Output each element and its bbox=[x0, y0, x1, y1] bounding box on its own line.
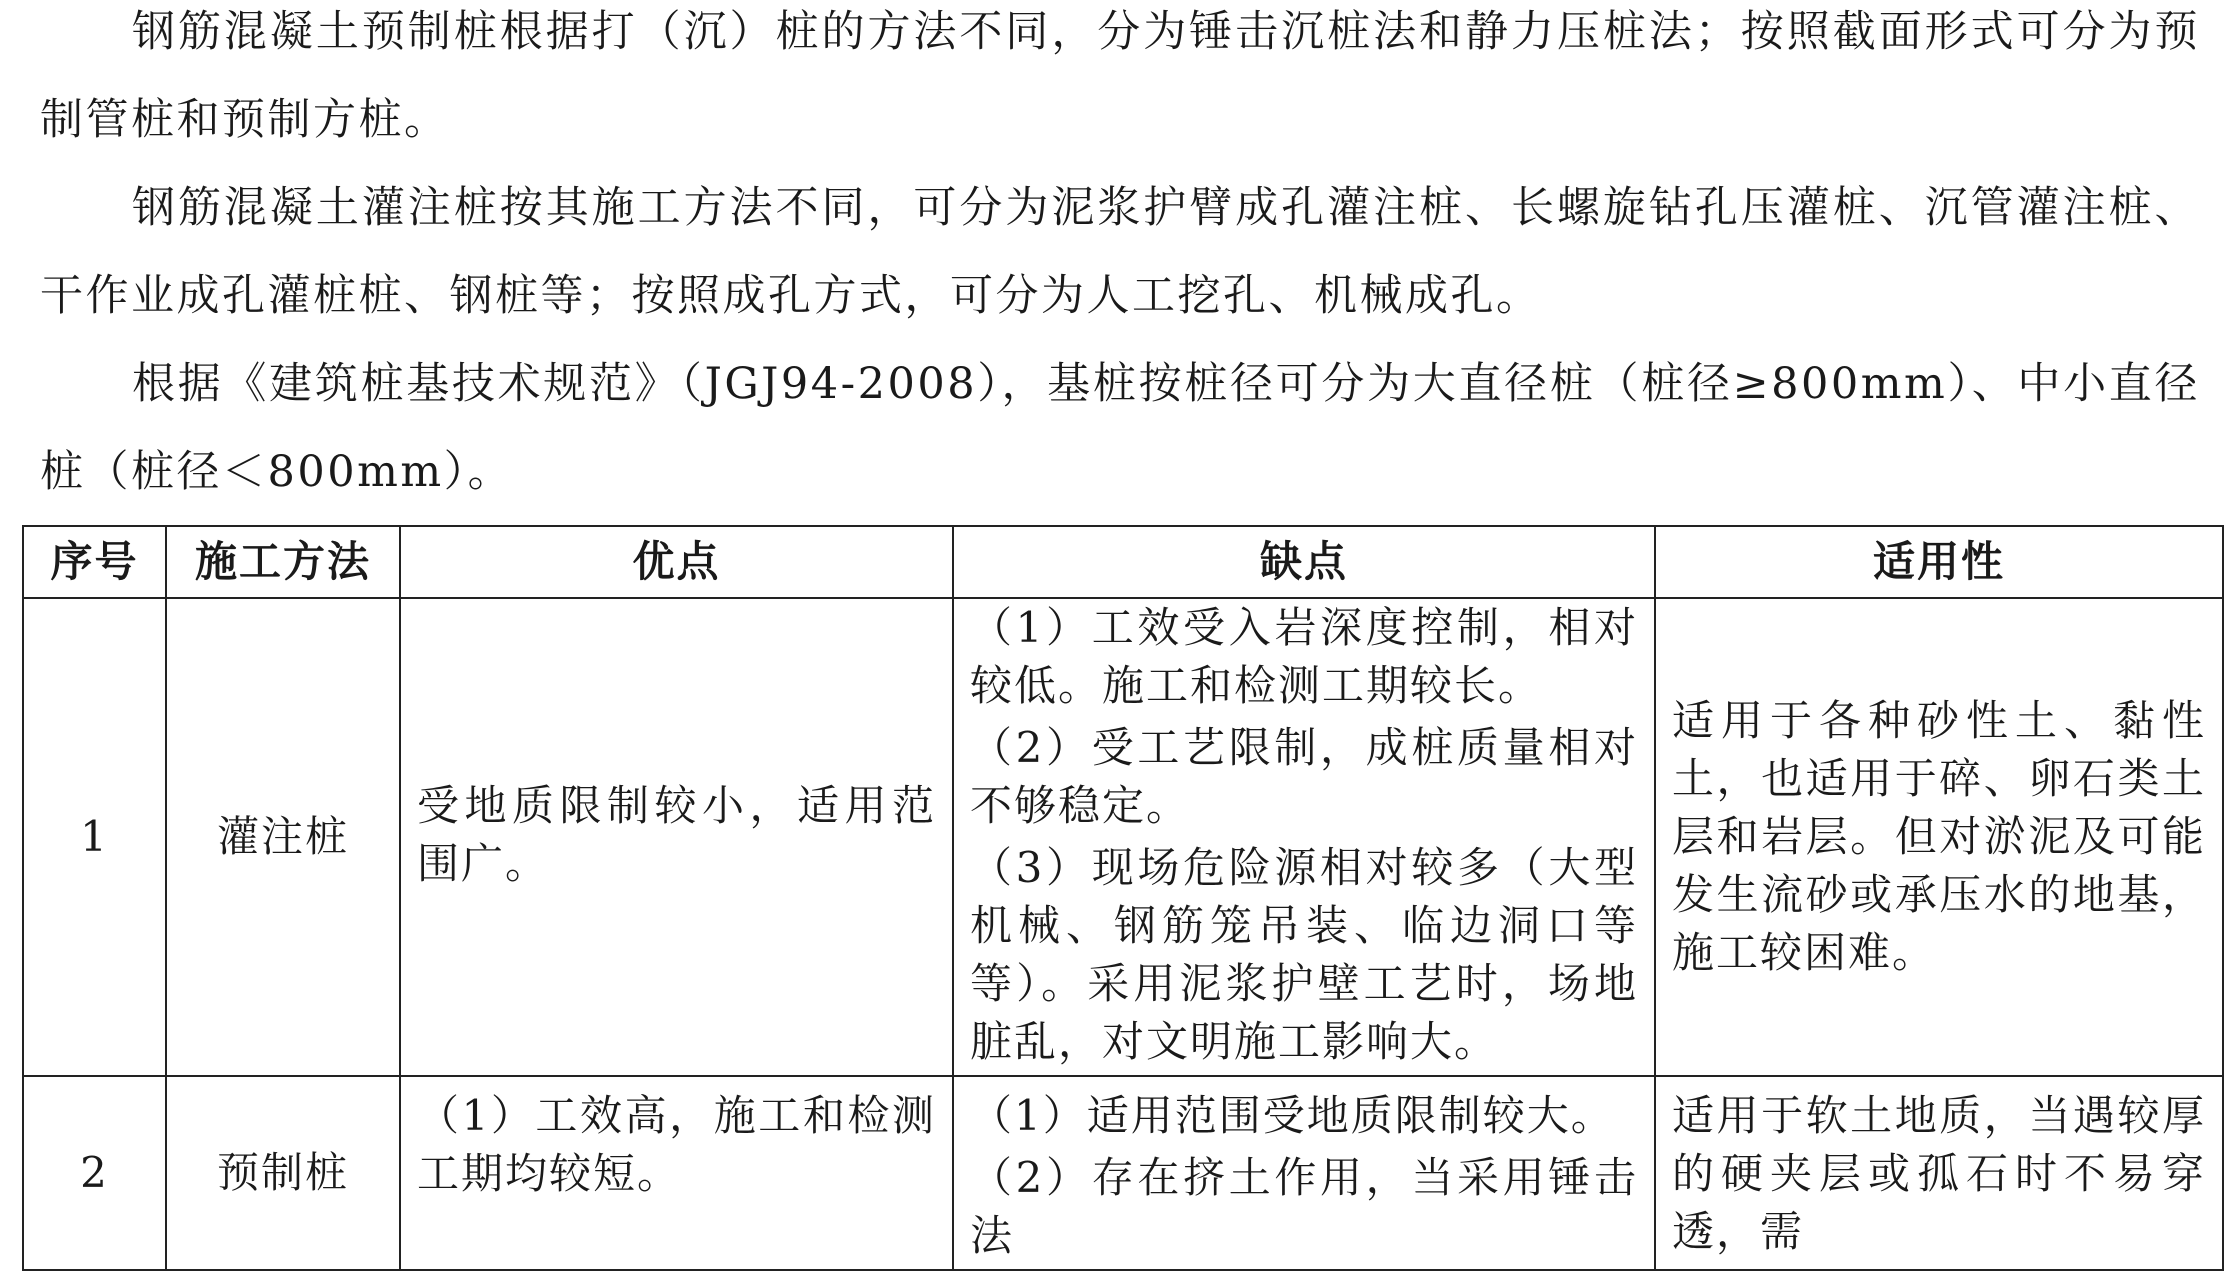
table-header-row bbox=[23, 526, 2223, 598]
cell-method: 灌注桩 bbox=[166, 598, 400, 1076]
cell-cons bbox=[953, 1076, 1655, 1270]
pros-item: 受地质限制较小，适用范围广。 bbox=[417, 781, 936, 888]
header-method: 施工方法 bbox=[166, 526, 400, 598]
header-no: 序号 bbox=[23, 526, 166, 598]
cell-applicability: 适用于各种砂性土、黏性土，也适用于碎、卵石类土层和岩层。但对淤泥及可能发生流砂或承压水的地基，施工较困难。 bbox=[1655, 598, 2223, 1076]
table-row bbox=[23, 598, 2223, 1076]
cons-item: （2）存在挤土作用，当采用锤击法 bbox=[970, 1153, 1638, 1260]
cons-item: （1）工效受入岩深度控制，相对较低。施工和检测工期较长。 bbox=[970, 603, 1638, 710]
cons-item: （1）适用范围受地质限制较大。 bbox=[970, 1091, 1615, 1140]
pros-item: （1）工效高，施工和检测工期均较短。 bbox=[417, 1091, 936, 1198]
header-applicability: 适用性 bbox=[1655, 526, 2223, 598]
cons-item: （3）现场危险源相对较多（大型机械、钢筋笼吊装、临边洞口等等）。采用泥浆护壁工艺时，场地脏乱，对文明施工影响大。 bbox=[970, 843, 1638, 1066]
header-pros: 优点 bbox=[400, 526, 953, 598]
paragraph-precast-pile: 钢筋混凝土预制桩根据打（沉）桩的方法不同，分为锤击沉桩法和静力压桩法；按照截面形式可分为预制管桩和预制方桩。 bbox=[40, 7, 2200, 145]
cons-item: （2）受工艺限制，成桩质量相对不够稳定。 bbox=[970, 723, 1638, 830]
cell-no: 2 bbox=[23, 1076, 166, 1270]
table-row bbox=[23, 1076, 2223, 1270]
cell-method: 预制桩 bbox=[166, 1076, 400, 1270]
cell-no: 1 bbox=[23, 598, 166, 1076]
header-cons: 缺点 bbox=[953, 526, 1655, 598]
cell-pros bbox=[400, 1076, 953, 1270]
pile-comparison-table bbox=[22, 525, 2224, 1271]
cell-applicability: 适用于软土地质，当遇较厚的硬夹层或孤石时不易穿透，需 bbox=[1655, 1076, 2223, 1270]
cell-cons bbox=[953, 598, 1655, 1076]
cell-pros bbox=[400, 598, 953, 1076]
paragraph-pile-diameter: 根据《建筑桩基技术规范》（JGJ94-2008），基桩按桩径可分为大直径桩（桩径≥800mm）、中小直径桩（桩径＜800mm）。 bbox=[40, 359, 2200, 497]
paragraph-cast-in-place-pile: 钢筋混凝土灌注桩按其施工方法不同，可分为泥浆护臂成孔灌注桩、长螺旋钻孔压灌桩、沉管灌注桩、干作业成孔灌桩桩、钢桩等；按照成孔方式，可分为人工挖孔、机械成孔。 bbox=[40, 183, 2200, 321]
